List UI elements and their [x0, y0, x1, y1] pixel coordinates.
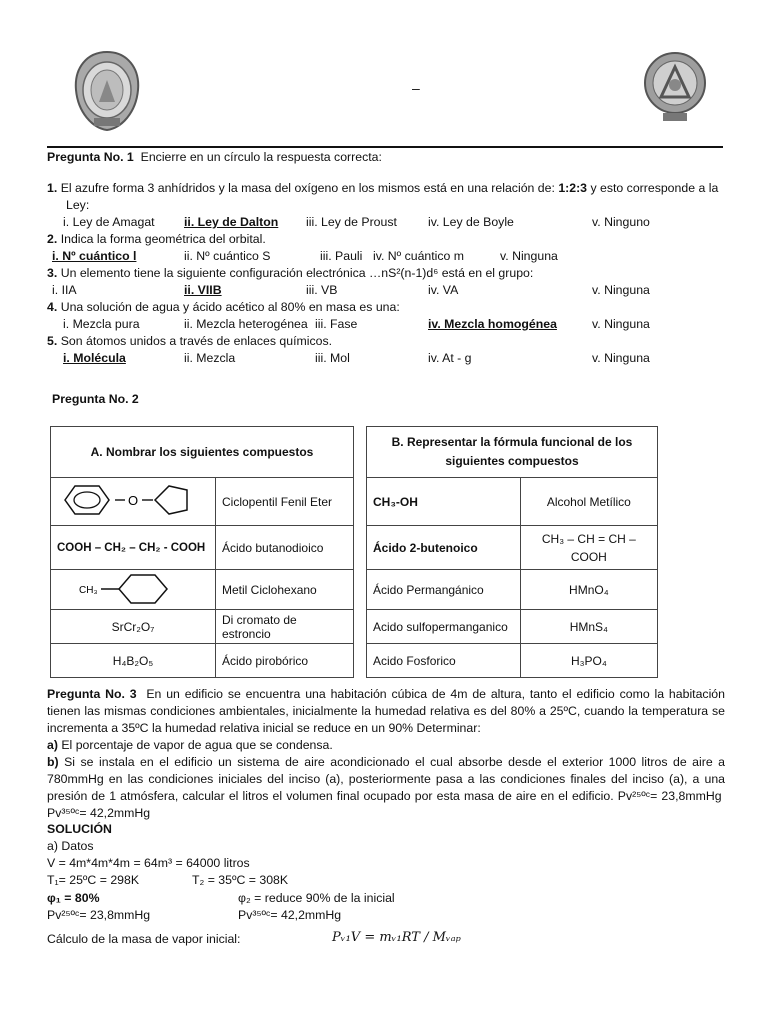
q2-table-a-row2-formula: COOH – CH₂ – CH₂ - COOH — [51, 526, 216, 570]
q1-item-5-option-2: ii. Mezcla — [184, 351, 236, 365]
q1-item-2-text: Indica la forma geométrica del orbital. — [60, 232, 266, 246]
q2-table-a-row2-name: Ácido butanodioico — [216, 526, 354, 570]
q1-title: Pregunta No. 1 — [47, 150, 134, 164]
header-dash: – — [412, 80, 420, 96]
q3-phi2: φ₂ = reduce 90% de la inicial — [238, 891, 395, 905]
q1-instruction: Encierre en un círculo la respuesta correcta: — [140, 150, 382, 164]
q2-table-b-row3-name: Ácido Permangánico — [367, 570, 521, 610]
q1-item-4-option-1: i. Mezcla pura — [63, 317, 140, 331]
q1-item-3-option-1: i. IIA — [52, 283, 77, 297]
q3-title: Pregunta No. 3 — [47, 687, 137, 701]
q3-b-text: Si se instala en el edificio un sistema de aire acondicionado el cual absorbe desde el exterior 1000 litros de aire a 780mmHg en las condiciones iniciales del inciso (a), posteriormente pasa a las condiciones finales del inciso (a), a una presión de 1 atmósfera, calcular el litros el volumen final ocupado por esta masa de aire en el edificio. — [47, 755, 725, 803]
q1-item-4-option-3: iii. Fase — [315, 317, 358, 331]
q2-table-b-header-line1: B. Representar la fórmula funcional de los — [391, 435, 633, 449]
q1-item-4-question — [47, 300, 400, 314]
q1-item-1-num: 1. — [47, 181, 58, 195]
university-seal-logo — [72, 50, 142, 132]
q2-table-b-row3-formula: HMnO₄ — [520, 570, 657, 610]
q1-item-3-question — [47, 266, 533, 280]
q3-part-a — [47, 737, 725, 754]
q2-table-b-row5-formula: H₃PO₄ — [520, 644, 657, 678]
q3-b-label: b) — [47, 755, 59, 769]
q1-item-3-text: Un elemento tiene la siguiente configuración electrónica …nS²(n-1)d⁶ está en el grupo: — [60, 266, 534, 280]
q3-phi1: φ₁ = 80% — [47, 891, 100, 905]
q1-item-3-num: 3. — [47, 266, 58, 280]
q2-table-a-row3-name: Metil Ciclohexano — [216, 570, 354, 610]
q3-b-pv25: Pv²⁵ºᶜ= 23,8mmHg — [617, 789, 722, 803]
q3-solution-title: SOLUCIÓN — [47, 822, 112, 836]
q1-item-2-question — [47, 232, 266, 246]
q2-table-b-row1-name: CH₃-OH — [367, 478, 521, 526]
q3-body: En un edificio se encuentra una habitación cúbica de 4m de altura, tanto el edificio como la habitación tienen las mismas condiciones ambientales, inicialmente la humedad relativa es del 80% a 25ºC, cuando la temperatura se incrementa a 35ºC la humedad relativa inicial se reduce en un 90% Determinar: — [47, 687, 725, 735]
q1-item-1-line2: Ley: — [66, 198, 90, 212]
q3-statement — [47, 686, 725, 737]
q2-table-b-row2-formula-line1: CH₃ – CH = CH – — [541, 531, 636, 546]
q1-item-2-option-3: iii. Pauli — [320, 249, 363, 263]
q2-table-a-row5-formula: H₄B₂O₅ — [51, 644, 216, 678]
ether-oxygen-label: O — [128, 493, 139, 508]
q1-item-5-option-4: iv. At - g — [428, 351, 472, 365]
q1-item-4-option-2: ii. Mezcla heterogénea — [184, 317, 308, 331]
q1-item-3-option-4: iv. VA — [428, 283, 459, 297]
q1-item-5-text: Son átomos unidos a través de enlaces químicos. — [60, 334, 333, 348]
q3-volume: V = 4m*4m*4m = 64m³ = 64000 litros — [47, 856, 250, 870]
q3-part-b — [47, 754, 725, 822]
q1-item-1-ratio: 1:2:3 — [558, 181, 588, 195]
q2-table-b-row4-formula: HMnS₄ — [520, 610, 657, 644]
q1-item-1-option-4: iv. Ley de Boyle — [428, 215, 514, 229]
q3-a-label: a) — [47, 738, 58, 752]
q1-item-1-option-3: iii. Ley de Proust — [306, 215, 397, 229]
q3-data-title: a) Datos — [47, 839, 94, 853]
q1-item-3-option-5: v. Ninguna — [592, 283, 650, 297]
q1-item-1-option-2: ii. Ley de Dalton — [184, 215, 279, 229]
header-rule — [47, 146, 723, 148]
q3-a-text: El porcentaje de vapor de agua que se condensa. — [61, 738, 333, 752]
methyl-label: CH₃ — [79, 585, 98, 596]
q3-pv25: Pv²⁵ºᶜ= 23,8mmHg — [47, 908, 151, 922]
q2-table-b-row2-name: Ácido 2-butenoico — [367, 526, 521, 570]
q1-item-4-num: 4. — [47, 300, 58, 314]
q1-item-5-option-1: i. Molécula — [63, 351, 126, 365]
q3-formula: Pᵥ₁V = mᵥ₁RT / Mᵥₐₚ — [332, 930, 461, 945]
methylcyclohexane-structure — [55, 571, 211, 605]
q2-table-b — [366, 426, 658, 678]
q3-t2: T₂ = 35ºC = 308K — [192, 873, 289, 887]
q2-table-a-row1-name: Ciclopentil Fenil Eter — [216, 478, 354, 526]
q1-item-2-option-5: v. Ninguna — [500, 249, 558, 263]
q1-item-4-text: Una solución de agua y ácido acético al 80% en masa es una: — [60, 300, 400, 314]
q1-item-2-num: 2. — [47, 232, 58, 246]
q2-table-b-row1-formula: Alcohol Metílico — [520, 478, 657, 526]
q2-table-a-row4-formula: SrCr₂O₇ — [51, 610, 216, 644]
q1-item-3-option-3: iii. VB — [306, 283, 338, 297]
q1-item-5-question — [47, 334, 332, 348]
q2-table-b-header-line2: siguientes compuestos — [445, 454, 579, 468]
cyclopentyl-phenyl-ether-structure — [55, 480, 211, 520]
q1-item-3-option-2: ii. VIIB — [184, 283, 222, 297]
q2-table-a-row1-structure — [51, 478, 216, 526]
q1-item-1-text-after: y esto corresponde a la — [590, 181, 719, 195]
q2-table-a-row4-name: Di cromato de estroncio — [216, 610, 354, 644]
q3-t1: T₁= 25ºC = 298K — [47, 873, 140, 887]
q1-item-1-question — [47, 181, 718, 195]
q3-b-pv35: Pv³⁵ºᶜ= 42,2mmHg — [47, 806, 151, 820]
q2-table-b-row4-name: Acido sulfopermanganico — [367, 610, 521, 644]
q1-item-2-option-4: iv. Nº cuántico m — [373, 249, 465, 263]
q2-table-b-row2-formula — [520, 526, 657, 570]
q2-table-a-row5-name: Ácido pirobórico — [216, 644, 354, 678]
q2-table-b-row2-formula-line2: COOH — [570, 549, 607, 564]
q2-table-a — [50, 426, 354, 678]
q1-item-1-option-5: v. Ninguno — [592, 215, 650, 229]
q1-item-4-option-4: iv. Mezcla homogénea — [428, 317, 557, 331]
q1-item-1-text: El azufre forma 3 anhídridos y la masa del oxígeno en los mismos está en una relación de: — [60, 181, 555, 195]
q3-pv35: Pv³⁵ºᶜ= 42,2mmHg — [238, 908, 342, 922]
q1-heading — [47, 150, 382, 164]
q2-table-a-header: A. Nombrar los siguientes compuestos — [51, 427, 354, 478]
q1-item-2-option-1: i. Nº cuántico l — [52, 249, 137, 263]
q2-title: Pregunta No. 2 — [52, 392, 139, 406]
q1-item-5-option-5: v. Ninguna — [592, 351, 650, 365]
q1-item-1-option-1: i. Ley de Amagat — [63, 215, 155, 229]
q1-item-5-option-3: iii. Mol — [315, 351, 350, 365]
q2-table-b-header — [367, 427, 658, 478]
q1-item-2-option-2: ii. Nº cuántico S — [184, 249, 271, 263]
q3-calc-label: Cálculo de la masa de vapor inicial: — [47, 932, 241, 946]
q1-item-5-num: 5. — [47, 334, 58, 348]
q2-table-a-row3-structure — [51, 570, 216, 610]
engineering-faculty-logo — [642, 47, 708, 123]
q2-table-b-row5-name: Acido Fosforico — [367, 644, 521, 678]
q1-item-4-option-5: v. Ninguna — [592, 317, 650, 331]
